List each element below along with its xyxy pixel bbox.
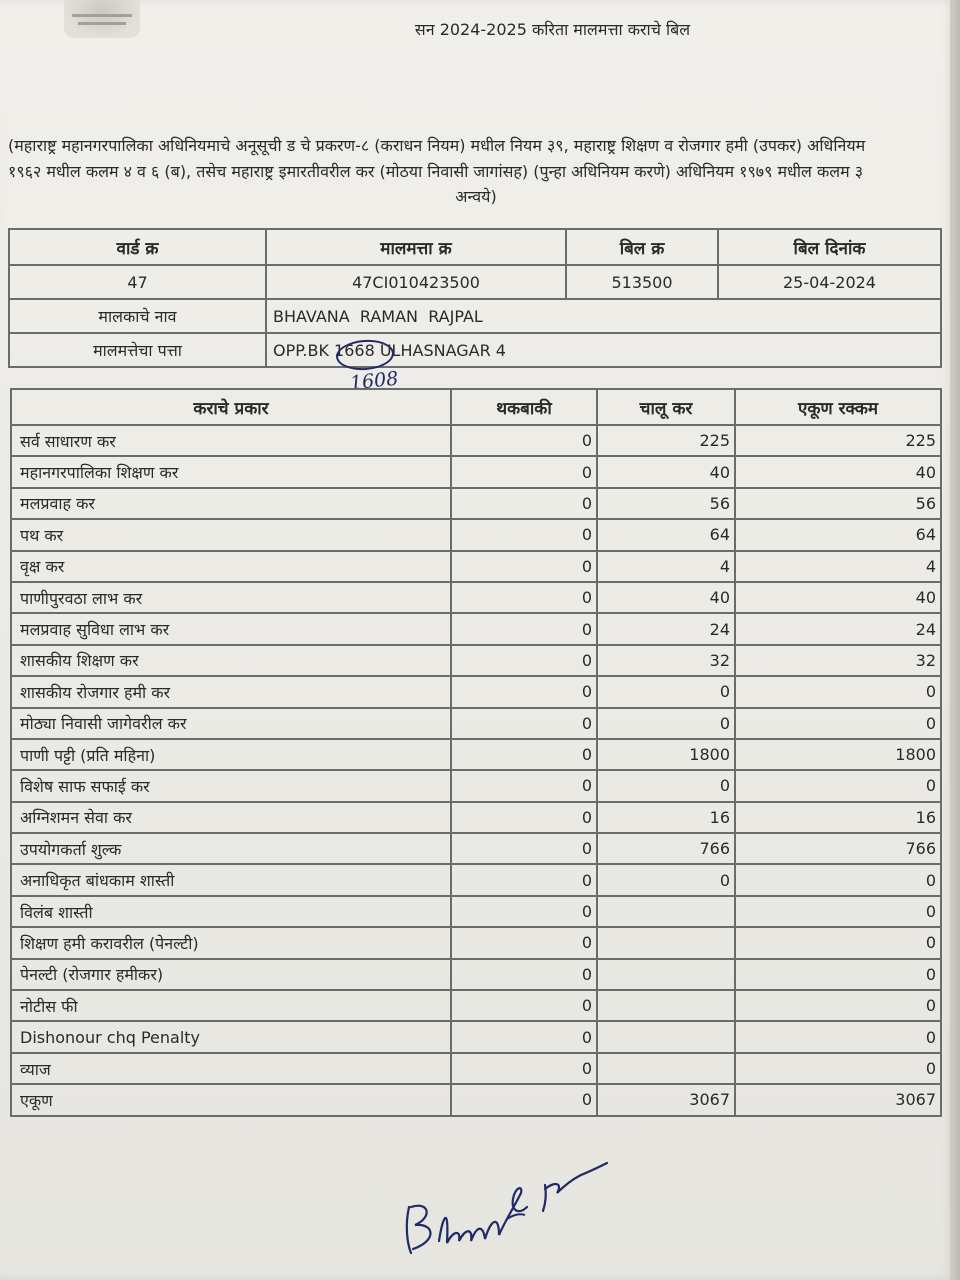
current-cell bbox=[597, 927, 735, 958]
table-row bbox=[11, 833, 941, 864]
arrears-cell: 0 bbox=[451, 1053, 597, 1084]
table-row bbox=[11, 456, 941, 487]
tax-type-cell: अनाधिकृत बांधकाम शास्ती bbox=[11, 864, 451, 895]
tax-type-cell: उपयोगकर्ता शुल्क bbox=[11, 833, 451, 864]
table-row bbox=[11, 770, 941, 801]
tax-type-cell: मलप्रवाह कर bbox=[11, 488, 451, 519]
total-cell: 4 bbox=[735, 551, 941, 582]
tax-type-cell: पेनल्टी (रोजगार हमीकर) bbox=[11, 959, 451, 990]
total-cell: 1800 bbox=[735, 739, 941, 770]
tax-type-cell: पथ कर bbox=[11, 519, 451, 550]
arrears-cell: 0 bbox=[451, 864, 597, 895]
bill-subtitle: सन 2024-2025 करिता मालमत्ता कराचे बिल bbox=[414, 20, 691, 39]
cropped-title bbox=[395, 0, 580, 6]
current-cell: 4 bbox=[597, 551, 735, 582]
total-cell: 56 bbox=[735, 488, 941, 519]
arrears-cell: 0 bbox=[451, 708, 597, 739]
current-cell: 1800 bbox=[597, 739, 735, 770]
table-row bbox=[11, 864, 941, 895]
current-cell: 16 bbox=[597, 802, 735, 833]
total-cell: 0 bbox=[735, 896, 941, 927]
arrears-cell: 0 bbox=[451, 456, 597, 487]
tax-type-cell: मोठ्या निवासी जागेवरील कर bbox=[11, 708, 451, 739]
tax-type-cell: शिक्षण हमी करावरील (पेनल्टी) bbox=[11, 927, 451, 958]
property-no-value: 47CI010423500 bbox=[266, 265, 566, 299]
current-cell bbox=[597, 959, 735, 990]
tax-type-cell: विलंब शास्ती bbox=[11, 896, 451, 927]
total-cell: 40 bbox=[735, 456, 941, 487]
arrears-cell: 0 bbox=[451, 959, 597, 990]
table-row bbox=[11, 959, 941, 990]
total-cell: 64 bbox=[735, 519, 941, 550]
current-cell: 3067 bbox=[597, 1084, 735, 1115]
table-row bbox=[11, 739, 941, 770]
address-label: मालमत्तेचा पत्ता bbox=[9, 333, 266, 367]
tax-type-cell: अग्निशमन सेवा कर bbox=[11, 802, 451, 833]
col-tax-type: कराचे प्रकार bbox=[11, 389, 451, 425]
handwritten-correction: 1608 bbox=[348, 367, 400, 395]
property-info-table bbox=[8, 228, 942, 368]
total-cell: 0 bbox=[735, 1053, 941, 1084]
preamble-line: १९६२ मधील कलम ४ व ६ (ब), तसेच महाराष्ट्र इमारतीवरील कर (मोठया निवासी जागांसह) (पुन्हा अधिनियम करणे) अधिनियम १९७९ मधील कलम ३ bbox=[8, 161, 864, 181]
arrears-cell: 0 bbox=[451, 990, 597, 1021]
total-cell: 0 bbox=[735, 676, 941, 707]
signature-icon bbox=[395, 1145, 625, 1265]
total-cell: 40 bbox=[735, 582, 941, 613]
current-cell: 0 bbox=[597, 676, 735, 707]
preamble-line: अन्वये) bbox=[455, 187, 497, 206]
arrears-cell: 0 bbox=[451, 613, 597, 644]
bill-no-header: बिल क्र bbox=[566, 229, 718, 265]
arrears-cell: 0 bbox=[451, 833, 597, 864]
current-cell: 64 bbox=[597, 519, 735, 550]
table-row bbox=[11, 990, 941, 1021]
col-current: चालू कर bbox=[597, 389, 735, 425]
arrears-cell: 0 bbox=[451, 802, 597, 833]
total-cell: 0 bbox=[735, 1021, 941, 1052]
current-cell bbox=[597, 990, 735, 1021]
table-row bbox=[11, 519, 941, 550]
current-cell: 24 bbox=[597, 613, 735, 644]
arrears-cell: 0 bbox=[451, 676, 597, 707]
current-cell bbox=[597, 1053, 735, 1084]
tax-type-cell: शासकीय शिक्षण कर bbox=[11, 645, 451, 676]
total-cell: 3067 bbox=[735, 1084, 941, 1115]
current-cell: 225 bbox=[597, 425, 735, 456]
bill-date-value: 25-04-2024 bbox=[718, 265, 941, 299]
tax-type-cell: सर्व साधारण कर bbox=[11, 425, 451, 456]
ward-value: 47 bbox=[9, 265, 266, 299]
current-cell bbox=[597, 1021, 735, 1052]
arrears-cell: 0 bbox=[451, 739, 597, 770]
tax-type-cell: वृक्ष कर bbox=[11, 551, 451, 582]
arrears-cell: 0 bbox=[451, 645, 597, 676]
current-cell: 40 bbox=[597, 582, 735, 613]
tax-table bbox=[10, 388, 942, 1117]
table-row bbox=[11, 802, 941, 833]
total-cell: 32 bbox=[735, 645, 941, 676]
total-cell: 16 bbox=[735, 802, 941, 833]
arrears-cell: 0 bbox=[451, 551, 597, 582]
current-cell: 0 bbox=[597, 708, 735, 739]
table-row bbox=[11, 1053, 941, 1084]
arrears-cell: 0 bbox=[451, 425, 597, 456]
tax-type-cell: विशेष साफ सफाई कर bbox=[11, 770, 451, 801]
table-row bbox=[11, 896, 941, 927]
tax-type-cell: व्याज bbox=[11, 1053, 451, 1084]
bill-date-header: बिल दिनांक bbox=[718, 229, 941, 265]
total-cell: 0 bbox=[735, 708, 941, 739]
owner-name: BHAVANA RAMAN RAJPAL bbox=[266, 299, 941, 333]
table-row bbox=[11, 708, 941, 739]
current-cell: 32 bbox=[597, 645, 735, 676]
total-cell: 0 bbox=[735, 864, 941, 895]
tax-type-cell: महानगरपालिका शिक्षण कर bbox=[11, 456, 451, 487]
property-address: OPP.BK 1668 ULHASNAGAR 4 bbox=[266, 333, 941, 367]
table-row bbox=[11, 551, 941, 582]
table-row bbox=[11, 488, 941, 519]
arrears-cell: 0 bbox=[451, 582, 597, 613]
tax-type-cell: Dishonour chq Penalty bbox=[11, 1021, 451, 1052]
arrears-cell: 0 bbox=[451, 1021, 597, 1052]
arrears-cell: 0 bbox=[451, 896, 597, 927]
tax-type-cell: पाणी पट्टी (प्रति महिना) bbox=[11, 739, 451, 770]
arrears-cell: 0 bbox=[451, 1084, 597, 1115]
col-arrears: थकबाकी bbox=[451, 389, 597, 425]
total-cell: 24 bbox=[735, 613, 941, 644]
table-row bbox=[11, 425, 941, 456]
current-cell: 0 bbox=[597, 864, 735, 895]
tax-type-cell: एकूण bbox=[11, 1084, 451, 1115]
arrears-cell: 0 bbox=[451, 770, 597, 801]
current-cell: 40 bbox=[597, 456, 735, 487]
legal-preamble bbox=[8, 133, 944, 210]
total-cell: 225 bbox=[735, 425, 941, 456]
table-row bbox=[11, 582, 941, 613]
ward-header: वार्ड क्र bbox=[9, 229, 266, 265]
preamble-line: (महाराष्ट्र महानगरपालिका अधिनियमाचे अनूसूची ड चे प्रकरण-८ (कराधन नियम) मधील नियम ३९, महाराष्ट्र शिक्षण व रोजगार हमी (उपकर) अधिनियम bbox=[8, 136, 866, 155]
tax-type-cell: नोटीस फी bbox=[11, 990, 451, 1021]
table-row bbox=[11, 645, 941, 676]
col-total: एकूण रक्कम bbox=[735, 389, 941, 425]
total-cell: 0 bbox=[735, 770, 941, 801]
table-row bbox=[11, 1084, 941, 1115]
bill-no-value: 513500 bbox=[566, 265, 718, 299]
table-row bbox=[11, 927, 941, 958]
owner-label: मालकाचे नाव bbox=[9, 299, 266, 333]
arrears-cell: 0 bbox=[451, 519, 597, 550]
property-no-header: मालमत्ता क्र bbox=[266, 229, 566, 265]
tax-type-cell: शासकीय रोजगार हमी कर bbox=[11, 676, 451, 707]
current-cell bbox=[597, 896, 735, 927]
table-row bbox=[11, 613, 941, 644]
current-cell: 56 bbox=[597, 488, 735, 519]
total-cell: 0 bbox=[735, 959, 941, 990]
tax-type-cell: मलप्रवाह सुविधा लाभ कर bbox=[11, 613, 451, 644]
current-cell: 766 bbox=[597, 833, 735, 864]
arrears-cell: 0 bbox=[451, 488, 597, 519]
table-row bbox=[11, 1021, 941, 1052]
total-cell: 0 bbox=[735, 990, 941, 1021]
arrears-cell: 0 bbox=[451, 927, 597, 958]
table-row bbox=[11, 676, 941, 707]
total-cell: 0 bbox=[735, 927, 941, 958]
tax-type-cell: पाणीपुरवठा लाभ कर bbox=[11, 582, 451, 613]
total-cell: 766 bbox=[735, 833, 941, 864]
current-cell: 0 bbox=[597, 770, 735, 801]
